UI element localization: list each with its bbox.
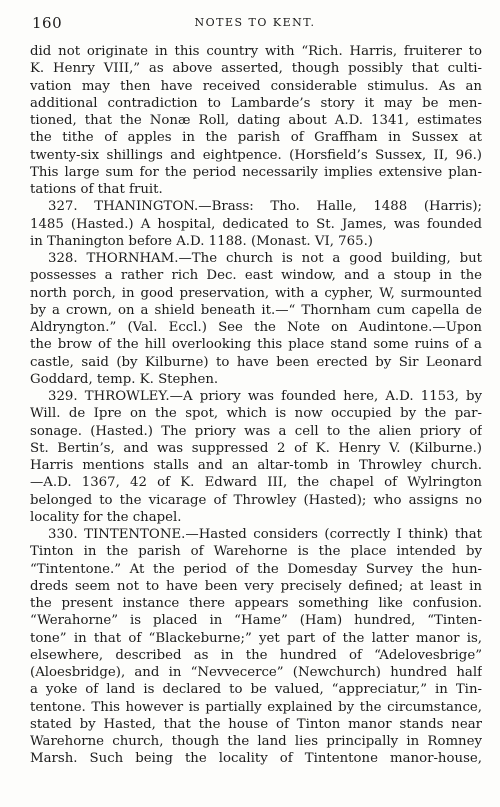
body-text (30, 43, 482, 768)
text-line: (Aloesbridge), and in “Nevvecerce” (Newchurch) hundred half (30, 665, 482, 680)
text-line: Goddard, temp. K. Stephen. (30, 371, 219, 387)
text-line: belonged to the vicarage of Throwley (Hasted); who assigns no (30, 492, 482, 508)
text-line: locality for the chapel. (30, 509, 182, 525)
text-line: castle, said (by Kilburne) to have been erected by Sir Leonard (30, 354, 482, 370)
page-number: 160 (32, 14, 63, 32)
text-line: a yoke of land is declared to be valued, “appreciatur,” in Tin- (30, 682, 482, 698)
text-line: in Thanington before A.D. 1188. (Monast. VI, 765.) (30, 233, 373, 249)
text-line: additional contradiction to Lambarde’s story it may be men- (30, 95, 482, 111)
page-header (28, 14, 482, 36)
text-line: sonage. (Hasted.) The priory was a cell to the alien priory of (30, 423, 482, 439)
text-line: tone” in that of “Blackeburne;” yet part of the latter manor is, (30, 630, 482, 646)
text-line: St. Bertin’s, and was suppressed 2 of K. Henry V. (Kilburne.) (30, 440, 482, 456)
text-line: dreds seem not to have been very precisely defined; at least in (30, 578, 482, 594)
text-line: possesses a rather rich Dec. east window, and a stoup in the (30, 268, 482, 284)
text-line: Will. de Ipre on the spot, which is now occupied by the par- (30, 406, 482, 422)
text-line: K. Henry VIII,” as above asserted, though possibly that culti- (30, 61, 482, 77)
text-line: 327. THANINGTON.—Brass: Tho. Halle, 1488 (Harris); (48, 199, 482, 215)
text-line: north porch, in good preservation, with a cypher, W, surmounted (30, 285, 482, 301)
text-line: tations of that fruit. (30, 182, 163, 197)
running-head: NOTES TO KENT. (194, 16, 316, 29)
text-line: This large sum for the period necessarily implies extensive plan- (30, 164, 482, 180)
text-line: twenty-six shillings and eightpence. (Horsfield’s Sussex, II, 96.) (30, 147, 482, 163)
text-line: elsewhere, described as in the hundred of “Adelovesbrige” (30, 647, 482, 663)
text-line: 328. THORNHAM.—The church is not a good building, but (48, 251, 482, 266)
text-line: tentone. This however is partially explained by the circumstance, (30, 699, 482, 715)
text-line: Harris mentions stalls and an altar-tomb in Throwley church. (30, 458, 482, 473)
text-line: by a crown, on a shield beneath it.—“ Thornham cum capella de (30, 302, 482, 318)
text-line: the tithe of apples in the parish of Graffham in Sussex at (30, 130, 482, 146)
text-line: the present instance there appears something like confusion. (30, 596, 482, 611)
text-line: “Tintentone.” At the period of the Domesday Survey the hun- (30, 561, 482, 577)
text-line: Warehorne church, though the land lies principally in Romney (30, 734, 482, 749)
text-line: “Werahorne” is placed in “Hame” (Ham) hundred, “Tinten- (30, 613, 482, 629)
text-line: tioned, that the Nonæ Roll, dating about A.D. 1341, estimates (30, 113, 482, 128)
text-line: Tinton in the parish of Warehorne is the place intended by (30, 544, 482, 560)
text-line: the brow of the hill overlooking this place stand some ruins of a (30, 337, 482, 353)
text-line: Aldryngton.” (Val. Eccl.) See the Note on Audintone.—Upon (30, 320, 482, 335)
text-line: 329. THROWLEY.—A priory was founded here, A.D. 1153, by (48, 389, 482, 404)
text-line: 330. TINTENTONE.—Hasted considers (correctly I think) that (48, 527, 482, 542)
text-line: stated by Hasted, that the house of Tinton manor stands near (30, 716, 482, 732)
text-line: Marsh. Such being the locality of Tintentone manor-house, (30, 751, 482, 767)
text-line: 1485 (Hasted.) A hospital, dedicated to St. James, was founded (30, 216, 482, 232)
text-line: —A.D. 1367, 42 of K. Edward III, the chapel of Wylrington (30, 475, 482, 491)
text-line: did not originate in this country with “Rich. Harris, fruiterer to (30, 44, 482, 59)
text-line: vation may then have received considerable stimulus. As an (30, 78, 482, 94)
